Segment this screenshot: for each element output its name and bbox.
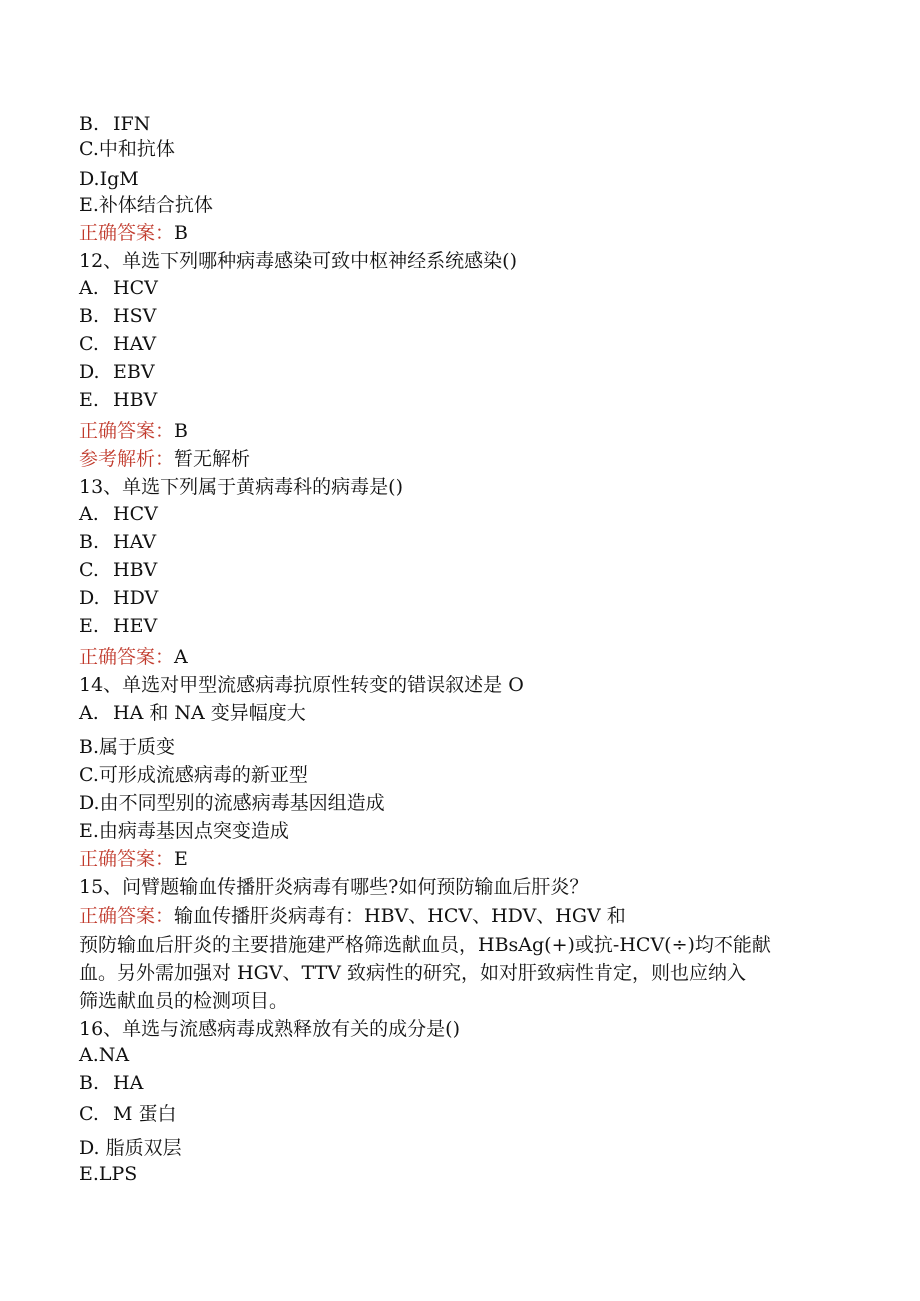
option-text: HCV [113, 503, 158, 525]
option-letter: A. [79, 503, 99, 525]
text-line: 12、单选下列哪种病毒感染可致中枢神经系统感染() [79, 250, 518, 272]
option-text: HDV [113, 587, 159, 609]
option-letter: D. [79, 361, 100, 383]
option-text: M 蛋白 [113, 1103, 177, 1125]
text-line: E.补体结合抗体 [79, 194, 213, 216]
answer-value: 暂无解析 [174, 448, 251, 470]
text-line: 筛选献血员的检测项目。 [79, 990, 289, 1012]
option-text: HBV [113, 389, 158, 411]
option-letter: B. [79, 113, 100, 135]
option-line [79, 1102, 177, 1126]
option-letter: C. [79, 559, 99, 581]
option-text: HA [113, 1072, 144, 1094]
answer-label: 参考解析： [79, 448, 175, 470]
text-line: 血。另外需加强对 HGV、TTV 致病性的研究，如对肝致病性肯定，则也应纳入 [79, 962, 746, 984]
answer-line [79, 447, 250, 471]
option-letter: B. [79, 1072, 100, 1094]
option-letter: C. [79, 1103, 99, 1125]
answer-value: B [174, 420, 188, 442]
answer-line [79, 847, 188, 871]
text-line: E.由病毒基因点突变造成 [79, 820, 289, 842]
option-line [79, 332, 156, 356]
answer-value: E [174, 848, 188, 870]
answer-label: 正确答案： [79, 222, 175, 244]
option-line [79, 276, 158, 300]
option-line [79, 701, 306, 725]
option-line [79, 304, 156, 328]
option-text: HA 和 NA 变异幅度大 [113, 702, 306, 724]
text-line: 14、单选对甲型流感病毒抗原性转变的错误叙述是 O [79, 674, 524, 696]
option-text: HAV [113, 333, 157, 355]
option-text: HSV [113, 305, 157, 327]
answer-line [79, 904, 626, 928]
text-line: C.可形成流感病毒的新亚型 [79, 764, 308, 786]
answer-value: A [174, 646, 188, 668]
text-line: 16、单选与流感病毒成熟释放有关的成分是() [79, 1018, 461, 1040]
answer-value: 输血传播肝炎病毒有：HBV、HCV、HDV、HGV 和 [174, 905, 626, 927]
option-letter: B. [79, 305, 100, 327]
answer-label: 正确答案： [79, 420, 175, 442]
text-line: A.NA [79, 1044, 130, 1066]
answer-line [79, 645, 188, 669]
option-line [79, 586, 158, 610]
option-line [79, 112, 150, 136]
option-text: HAV [113, 531, 157, 553]
answer-value: B [174, 222, 188, 244]
option-letter: B. [79, 531, 100, 553]
option-text: IFN [113, 113, 151, 135]
option-letter: E. [79, 389, 99, 411]
option-line [79, 558, 157, 582]
option-letter: A. [79, 702, 99, 724]
text-line: B.属于质变 [79, 736, 176, 758]
option-line [79, 530, 156, 554]
text-line: 13、单选下列属于黄病毒科的病毒是() [79, 476, 404, 498]
answer-line [79, 419, 188, 443]
text-line: D.由不同型别的流感病毒基因组造成 [79, 792, 385, 814]
text-line: C.中和抗体 [79, 138, 175, 160]
text-line: D. 脂质双层 [79, 1137, 182, 1159]
option-line [79, 388, 157, 412]
text-line: D.IgM [79, 168, 139, 190]
text-line: 预防输血后肝炎的主要措施建严格筛选献血员，HBsAg(+)或抗-HCV(÷)均不能献 [79, 934, 771, 956]
option-letter: E. [79, 615, 99, 637]
option-line [79, 502, 158, 526]
answer-label: 正确答案： [79, 646, 175, 668]
option-line [79, 614, 157, 638]
answer-label: 正确答案： [79, 848, 175, 870]
option-line [79, 1071, 143, 1095]
answer-line [79, 221, 188, 245]
option-letter: C. [79, 333, 99, 355]
option-letter: D. [79, 587, 100, 609]
option-text: HCV [113, 277, 158, 299]
option-text: EBV [113, 361, 155, 383]
option-text: HBV [113, 559, 158, 581]
text-line: 15、问臂题输血传播肝炎病毒有哪些?如何预防输血后肝炎？ [79, 876, 589, 898]
option-line [79, 360, 155, 384]
option-letter: A. [79, 277, 99, 299]
answer-label: 正确答案： [79, 905, 175, 927]
option-text: HEV [113, 615, 158, 637]
text-line: E.LPS [79, 1163, 138, 1185]
